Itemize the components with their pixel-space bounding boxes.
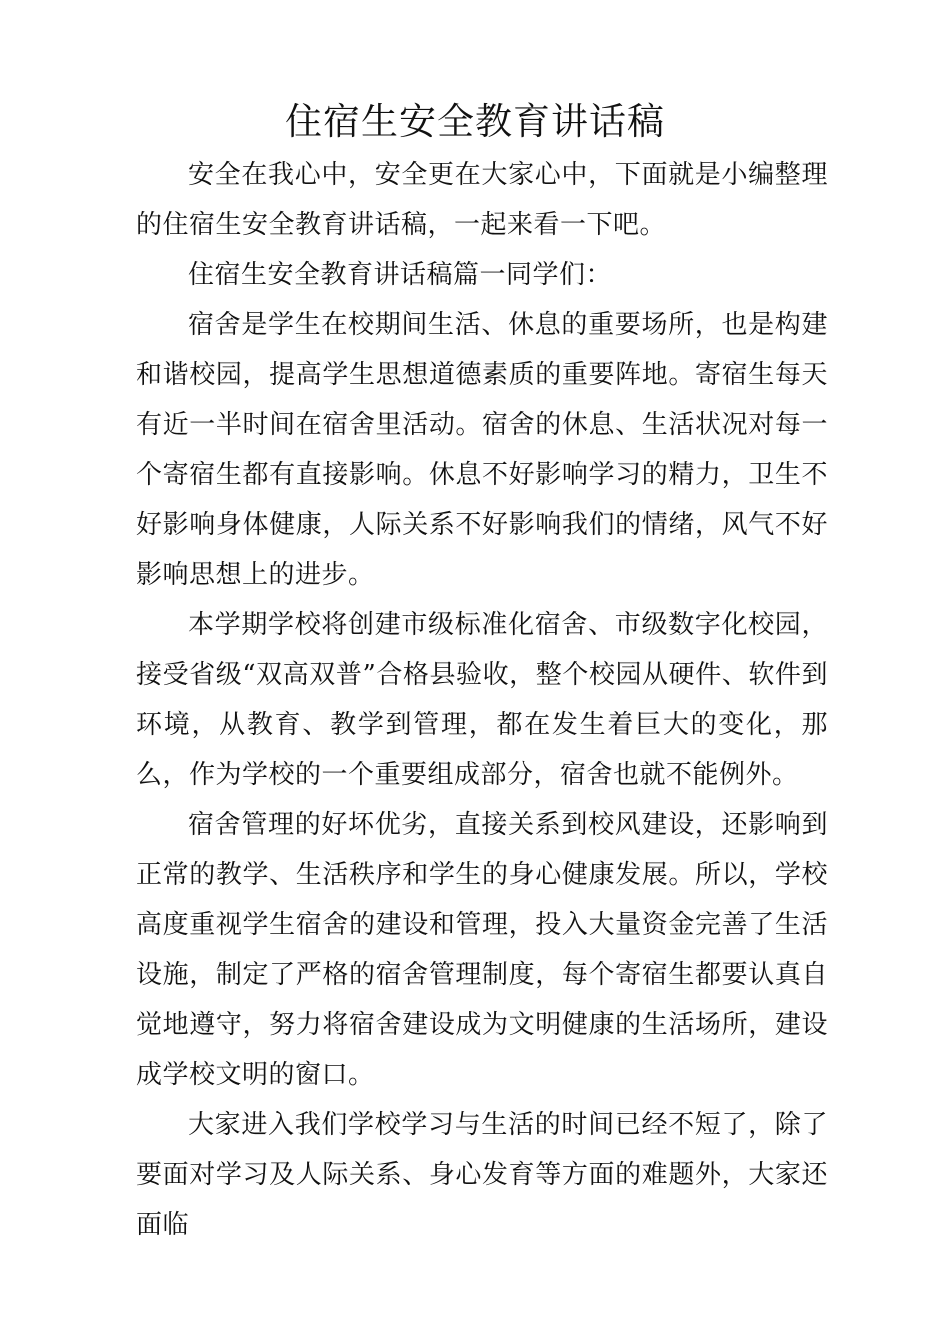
paragraph-school-plan: 本学期学校将创建市级标准化宿舍、市级数字化校园，接受省级“双高双普”合格县验收，整个校园从硬件、软件到环境，从教育、教学到管理，都在发生着巨大的变化，那么，作为学校的一个重要组成部分，宿舍也就不能例外。 [136, 610, 828, 790]
paragraph-salutation: 住宿生安全教育讲话稿篇一同学们： [188, 260, 613, 290]
paragraph-intro: 安全在我心中，安全更在大家心中，下面就是小编整理的住宿生安全教育讲话稿，一起来看一下吧。 [136, 160, 828, 240]
paragraph-dorm-management: 宿舍管理的好坏优劣，直接关系到校风建设，还影响到正常的教学、生活秩序和学生的身心健康发展。所以，学校高度重视学生宿舍的建设和管理，投入大量资金完善了生活设施，制定了严格的宿舍管理制度，每个寄宿生都要认真自觉地遵守，努力将宿舍建设成为文明健康的生活场所，建设成学校文明的窗口。 [136, 810, 828, 1090]
document-title: 住宿生安全教育讲话稿 [285, 100, 665, 143]
document-body [136, 150, 828, 1250]
paragraph-challenges: 大家进入我们学校学习与生活的时间已经不短了，除了要面对学习及人际关系、身心发育等方面的难题外，大家还面临 [136, 1110, 828, 1240]
paragraph-dormitory-importance: 宿舍是学生在校期间生活、休息的重要场所，也是构建和谐校园，提高学生思想道德素质的重要阵地。寄宿生每天有近一半时间在宿舍里活动。宿舍的休息、生活状况对每一个寄宿生都有直接影响。休息不好影响学习的精力，卫生不好影响身体健康，人际关系不好影响我们的情绪，风气不好影响思想上的进步。 [136, 310, 828, 590]
